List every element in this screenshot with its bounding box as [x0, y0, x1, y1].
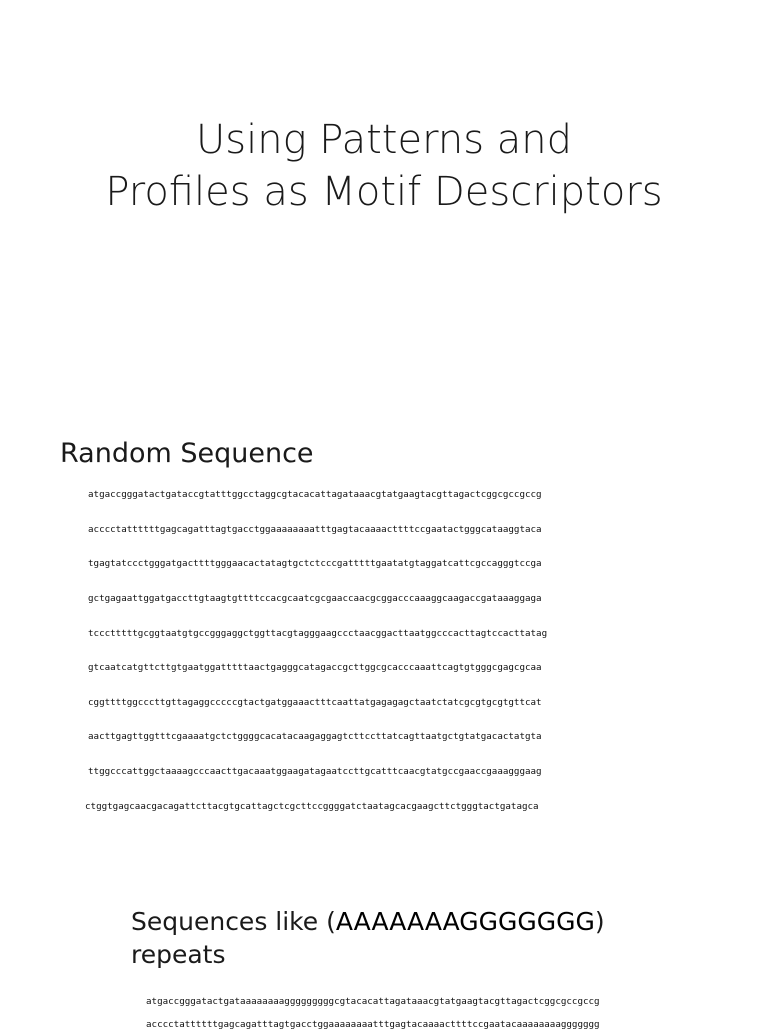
pattern-repeats-heading [131, 905, 605, 971]
pattern-repeats-heading-line-1 [131, 905, 605, 938]
sequence-line: atgaccgggatactgataccgtatttggcctaggcgtacacattagataaacgtatgaagtacgttagactcggcgccgccg [88, 489, 542, 500]
slide-title [0, 114, 768, 218]
pattern-prefix: Sequences like ( [131, 907, 336, 936]
pattern-repeats-heading-line-2: repeats [131, 940, 226, 969]
sequence-line: tccctttttgcggtaatgtgccgggaggctggttacgtagggaagccctaacggacttaatggcccacttagtccacttatag [88, 628, 548, 639]
sequence-line: atgaccgggatactgataaaaaaaagggggggggcgtacacattagataaacgtatgaagtacgttagactcggcgccgccg [146, 996, 600, 1007]
sequence-line: cggttttggcccttgttagaggcccccgtactgatggaaactttcaattatgagagagctaatctatcgcgtgcgtgttcat [88, 697, 542, 708]
sequence-line: tgagtatccctgggatgacttttgggaacactatagtgctctcccgatttttgaatatgtaggatcattcgccagggtccga [88, 558, 542, 569]
pattern-motif: AAAAAAAGGGGGGG [335, 907, 595, 936]
random-sequence-heading: Random Sequence [60, 438, 314, 469]
sequence-line: acccctattttttgagcagatttagtgacctggaaaaaaaatttgagtacaaaacttttccgaatacaaaaaaaaggggggg [146, 1019, 600, 1030]
slide-title-line-1: Using Patterns and [195, 117, 572, 163]
sequence-line: gtcaatcatgttcttgtgaatggatttttaactgagggcatagaccgcttggcgcacccaaattcagtgtgggcgagcgcaa [88, 662, 542, 673]
sequence-line: ttggcccattggctaaaagcccaacttgacaaatggaagatagaatccttgcatttcaacgtatgccgaaccgaaagggaag [88, 766, 542, 777]
slide-title-line-2: Profiles as Motif Descriptors [105, 169, 663, 215]
sequence-line: acccctattttttgagcagatttagtgacctggaaaaaaaatttgagtacaaaacttttccgaatactgggcataaggtaca [88, 524, 542, 535]
sequence-line: gctgagaattggatgaccttgtaagtgttttccacgcaatcgcgaaccaacgcggacccaaaggcaagaccgataaaggaga [88, 593, 542, 604]
sequence-line: aacttgagttggtttcgaaaatgctctggggcacatacaagaggagtcttccttatcagttaatgctgtatgacactatgta [88, 731, 542, 742]
sequence-line: ctggtgagcaacgacagattcttacgtgcattagctcgcttccggggatctaatagcacgaagcttctgggtactgatagca [85, 801, 539, 812]
pattern-suffix: ) [594, 907, 605, 936]
